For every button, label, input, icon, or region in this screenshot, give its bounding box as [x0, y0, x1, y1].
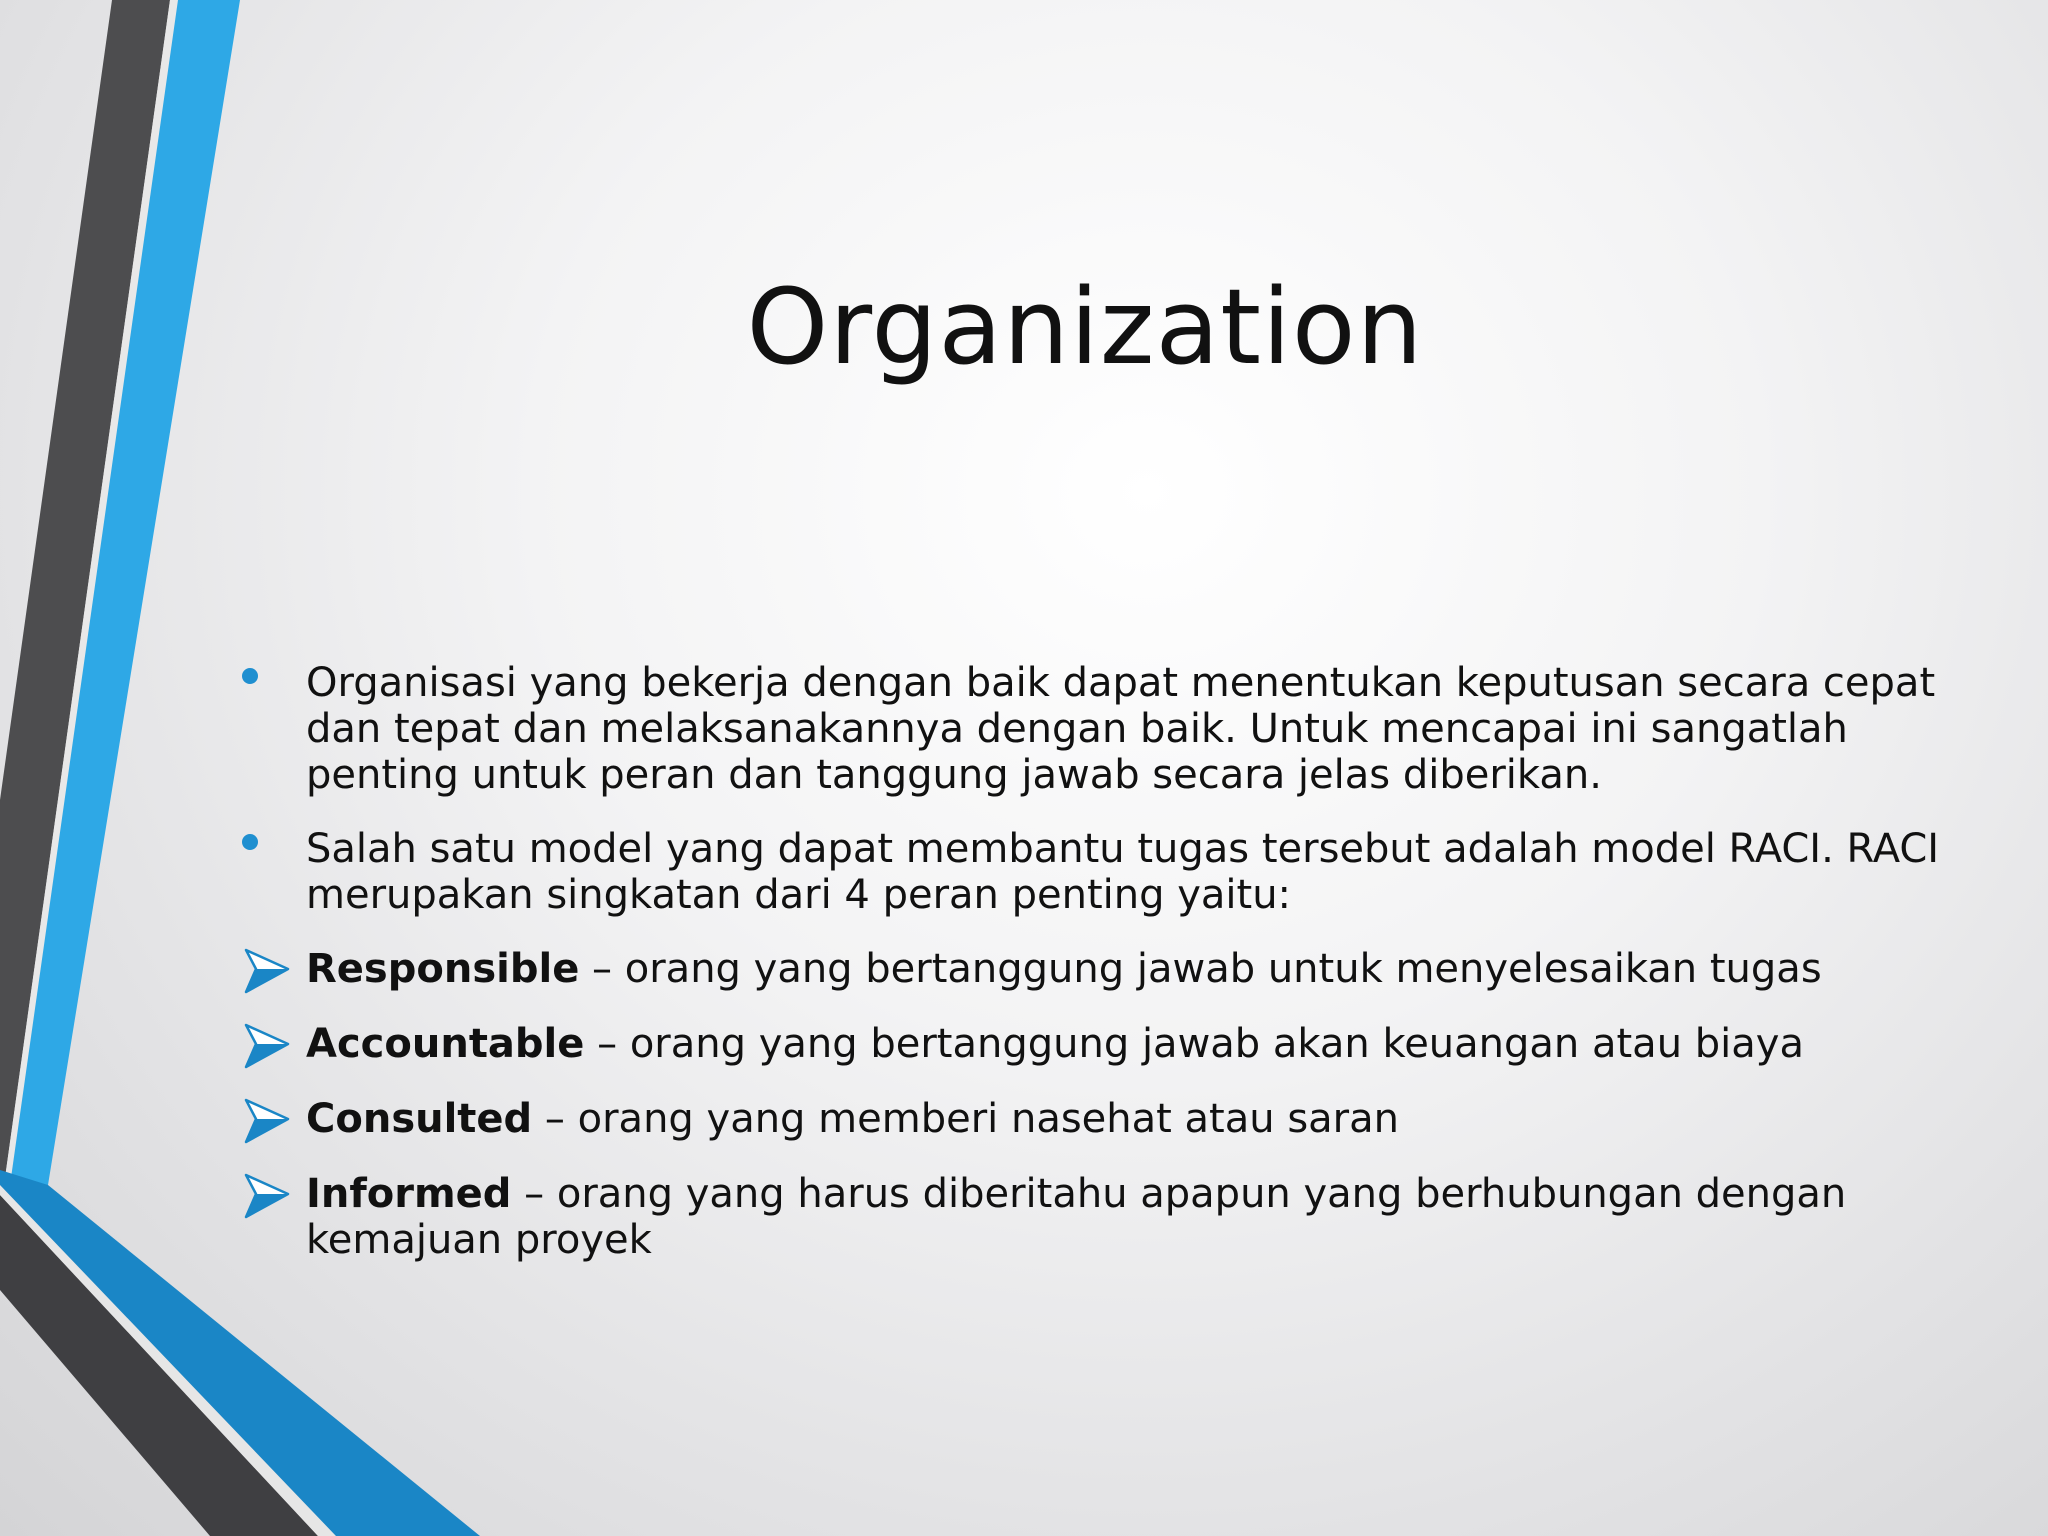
role-term: Responsible [306, 946, 580, 992]
bullet-item [240, 660, 1940, 798]
bullet-text: Organisasi yang bekerja dengan baik dapat menentukan keputusan secara cepat dan tepat dan melaksanakannya dengan baik. Untuk mencapai ini sangatlah penting untuk peran dan tanggung jawab secara jelas diberikan. [306, 660, 1936, 798]
bullet-text: Salah satu model yang dapat membantu tugas tersebut adalah model RACI. RACI merupakan singkatan dari 4 peran penting yaitu: [306, 826, 1940, 918]
slide-content [240, 660, 1940, 1292]
role-term: Informed [306, 1171, 512, 1217]
gray-stripe [0, 0, 170, 1185]
role-desc: – orang yang memberi nasehat atau saran [532, 1096, 1399, 1142]
dot-bullet-icon [242, 834, 258, 850]
role-item-responsible [240, 946, 1940, 992]
role-term: Consulted [306, 1096, 533, 1142]
role-item-consulted [240, 1096, 1940, 1142]
slide-title: Organization [746, 266, 1424, 388]
role-desc: – orang yang bertanggung jawab akan keuangan atau biaya [584, 1021, 1804, 1067]
role-item-informed [240, 1171, 1940, 1263]
arrow-bullet-icon [244, 1023, 290, 1069]
role-desc: – orang yang harus diberitahu apapun yang berhubungan dengan kemajuan proyek [306, 1171, 1847, 1263]
role-desc: – orang yang bertanggung jawab untuk menyelesaikan tugas [579, 946, 1822, 992]
arrow-bullet-icon [244, 1173, 290, 1219]
bullet-item [240, 826, 1940, 918]
arrow-bullet-icon [244, 1098, 290, 1144]
dot-bullet-icon [242, 668, 258, 684]
role-term: Accountable [306, 1021, 585, 1067]
arrow-bullet-icon [244, 948, 290, 994]
role-item-accountable [240, 1021, 1940, 1067]
